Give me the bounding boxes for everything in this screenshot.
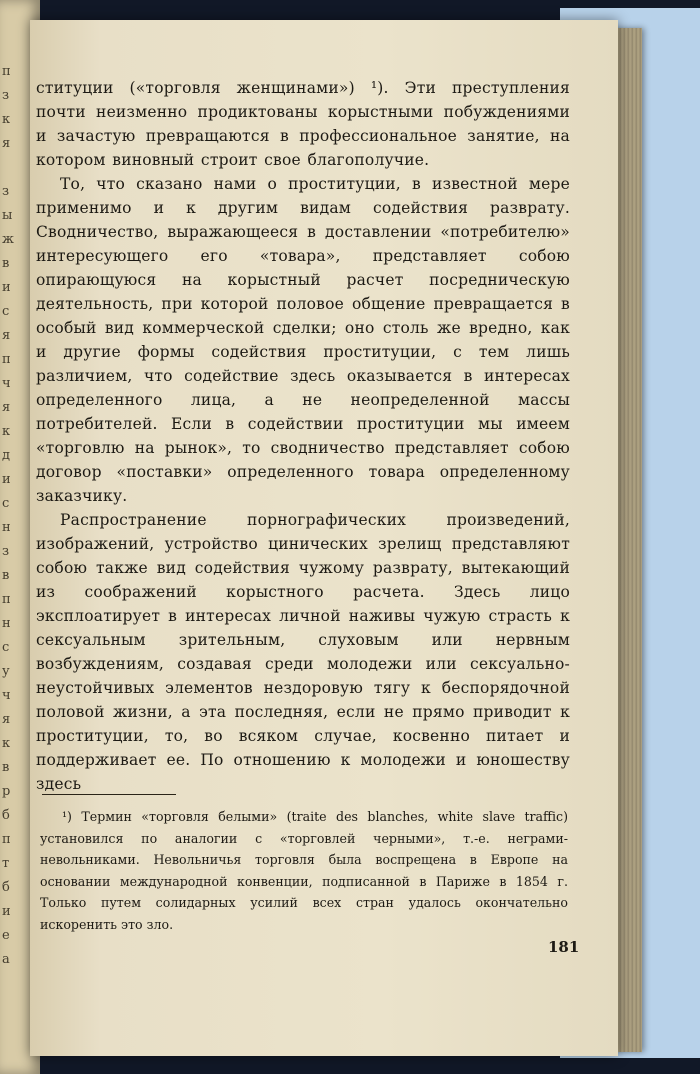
left-page-fragment: и (2, 280, 12, 295)
left-page-fragment: е (2, 928, 11, 943)
body-text (36, 76, 570, 796)
left-page-fragment: з (2, 88, 10, 103)
left-page-fragment: р (2, 784, 11, 799)
left-page-fragment: п (2, 592, 12, 607)
left-page-fragment: к (2, 736, 11, 751)
left-page-fragment: п (2, 352, 12, 367)
left-page-fragment: п (2, 832, 12, 847)
left-page-fragment: д (2, 448, 11, 463)
paragraph: ституции («торговля женщинами») ¹). Эти преступления почти неизменно продиктованы корыстными побуждениями и зачастую превращаются в профессиональное занятие, на котором виновный строит свое благополучие. (36, 79, 570, 169)
left-page-fragment: а (2, 952, 11, 967)
left-page-fragment: ж (2, 232, 15, 247)
left-page-fragment: в (2, 256, 10, 271)
left-page-fragment: з (2, 184, 10, 199)
left-page-fragment: в (2, 568, 10, 583)
left-page-fragment: б (2, 808, 11, 823)
left-page-fragment: ч (2, 688, 12, 703)
left-page-fragment: ч (2, 376, 12, 391)
left-page-fragment: б (2, 880, 11, 895)
paragraph: То, что сказано нами о проституции, в известной мере применимо и к другим видам содействия разврату. Сводничество, выражающееся в доставлении «потребителю» интересующего его «товара», представляет собою опирающуюся на корыстный расчет посредническую деятельность, при которой половое общение превращается в особый вид коммерческой сделки; оно столь же вредно, как и другие формы содействия проституции, с тем лишь различием, что содействие здесь оказывается в интересах определенного лица, а не неопределенной массы потребителей. Если в содействии проституции мы имеем «торговлю на рынок», то сводничество представляет собою договор «поставки» определенного товара определенному заказчику. (36, 175, 570, 505)
left-page-fragment: з (2, 544, 10, 559)
left-page-fragment: я (2, 328, 11, 343)
left-page-fragment: с (2, 640, 10, 655)
left-page-fragment: я (2, 136, 11, 151)
left-page-fragment: к (2, 112, 11, 127)
footnote: ¹) Термин «торговля белыми» (traite des blanches, white slave traffic) установился по аналогии с «торговлей черными», т.-е. неграми-невольниками. Невольничья торговля была воспрещена в Европе на основании международной конвенции, подписанной в Париже в 1854 г. Только путем солидарных усилий всех стран удалось окончательно искоренить это зло. (40, 809, 568, 932)
left-page-fragment: я (2, 712, 11, 727)
left-page-fragment: с (2, 304, 10, 319)
left-page-fragment: и (2, 904, 12, 919)
page-number: 181 (548, 938, 580, 956)
footnote-divider (42, 794, 176, 795)
left-page-fragment: ы (2, 208, 13, 223)
paragraph: Распространение порнографических произведений, изображений, устройство цинических зрелищ представляют собою также вид содействия чужому разврату, вытекающий из соображений корыстного расчета. Здесь лицо эксплоатирует в интересах личной наживы чужую страсть к сексуальным зрительным, слуховым или нервным возбуждениям, создавая среди молодежи или сексуально-неустойчивых элементов нездоровую тягу к беспорядочной половой жизни, а эта последняя, если не прямо приводит к проституции, то, во всяком случае, косвенно питает и поддерживает ее. По отношению к молодежи и юношеству здесь (36, 511, 570, 793)
left-page-fragment: в (2, 760, 10, 775)
left-page-fragment: н (2, 616, 12, 631)
left-page-fragment: и (2, 472, 12, 487)
left-page-fragment: с (2, 496, 10, 511)
left-page-fragment: у (2, 664, 11, 679)
left-page-fragment: н (2, 520, 12, 535)
left-page-fragment: т (2, 856, 10, 871)
left-page-fragment: п (2, 64, 12, 79)
left-page-fragment: к (2, 424, 11, 439)
left-page-fragment: я (2, 400, 11, 415)
